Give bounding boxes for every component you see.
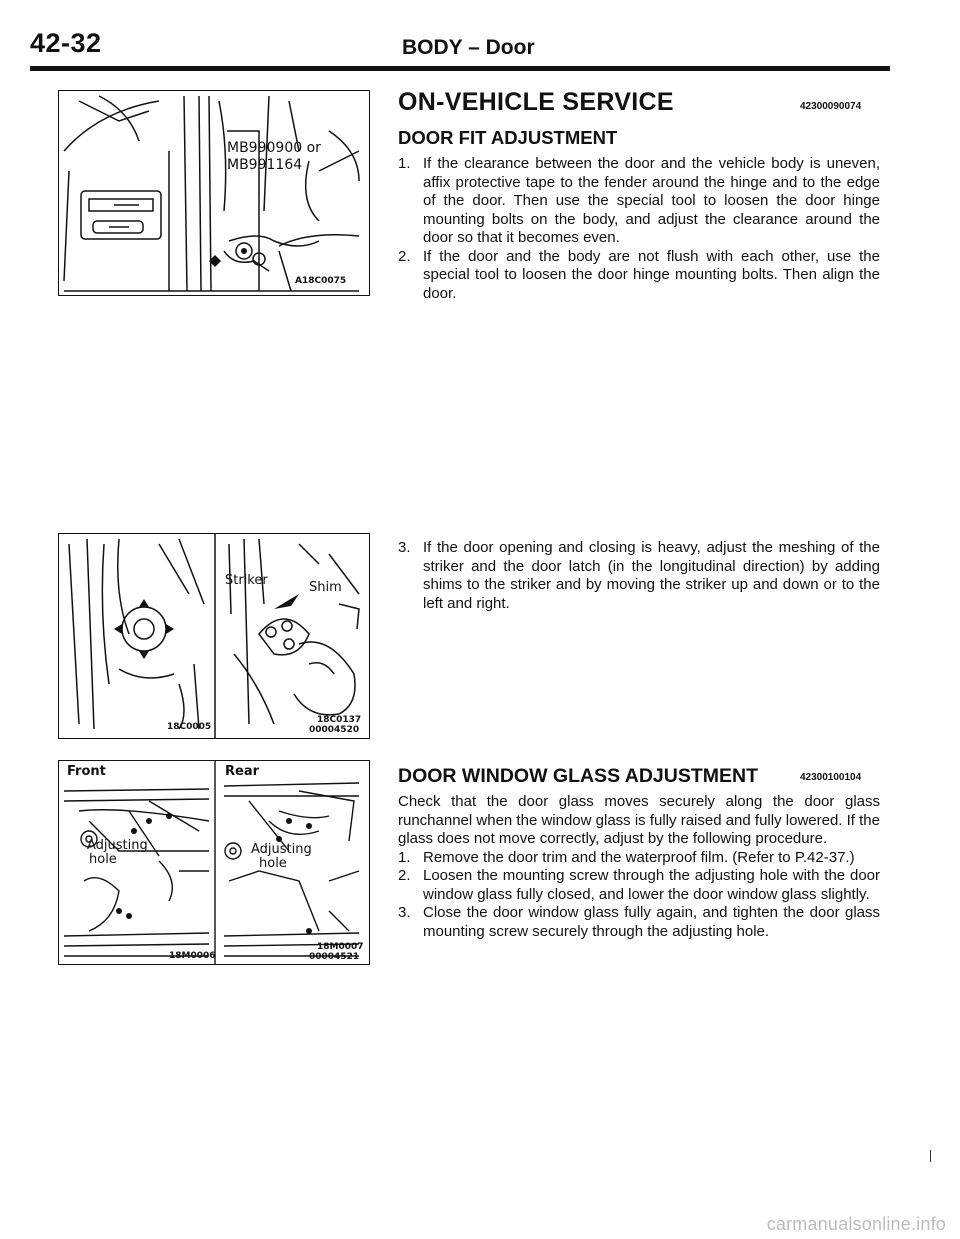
striker-label: Striker <box>225 573 268 588</box>
step-item: 3. If the door opening and closing is heavy, adjust the meshing of the striker and the door latch (in the longitudinal direction) by adding shims to the striker and by moving the striker up and down or to the left and right. <box>398 539 880 612</box>
margin-mark <box>930 1150 931 1162</box>
header-rule <box>30 66 890 71</box>
section-title-on-vehicle-service: ON-VEHICLE SERVICE <box>398 88 674 116</box>
door-hinge-illustration <box>59 91 370 296</box>
step-item: 1. Remove the door trim and the waterproof film. (Refer to P.42-37.) <box>398 848 855 866</box>
step-item: 2. Loosen the mounting screw through the adjusting hole with the door window glass fully closed, and lower the door window glass slightly. <box>398 867 880 903</box>
front-hole-label: hole <box>89 852 117 867</box>
front-adjusting-label: Adjusting <box>87 838 148 853</box>
rear-adjusting-label: Adjusting <box>251 842 312 857</box>
door-fit-steps <box>398 155 880 303</box>
page-header <box>30 28 890 70</box>
figure-code-left: 18C0005 <box>167 722 212 732</box>
figure-code-left: 18M0006 <box>169 951 216 961</box>
rear-hole-label: hole <box>259 856 287 871</box>
watermark: carmanualsonline.info <box>766 1214 946 1234</box>
section-title-window-glass: DOOR WINDOW GLASS ADJUSTMENT <box>398 765 759 787</box>
figure-striker-shim <box>58 533 370 739</box>
section-code: 42300090074 <box>800 101 862 112</box>
section-code: 42300100104 <box>800 772 862 783</box>
rear-label: Rear <box>225 764 260 779</box>
front-label: Front <box>67 764 106 779</box>
figure-window-glass-adjusting-holes <box>58 760 370 965</box>
page-number: 42-32 <box>30 28 102 58</box>
subsection-title-door-fit: DOOR FIT ADJUSTMENT <box>398 127 618 148</box>
striker-step <box>398 539 880 613</box>
header-title: BODY – Door <box>402 36 535 59</box>
figure-code-right-2: 00004521 <box>309 952 360 962</box>
tool-label-alternate: MB991164 <box>227 157 303 173</box>
step-item: 2. If the door and the body are not flush with each other, use the special tool to loosen the door hinge mounting bolts. Then align the door. <box>398 247 880 302</box>
step-item: 1. If the clearance between the door and the vehicle body is uneven, affix protective tape to the fender around the hinge and to the edge of the door. Then use the special tool to loosen the door hinge mounting bolts on the body, and adjust the clearance around the door so that it becomes even. <box>398 155 880 246</box>
tool-label-primary: MB990900 or <box>227 140 321 156</box>
shim-label: Shim <box>309 580 342 595</box>
figure-code-right-1: 18M0007 <box>317 942 364 952</box>
step-item: 3. Close the door window glass fully again, and tighten the door glass mounting screw securely through the adjusting hole. <box>398 904 880 940</box>
intro-paragraph: Check that the door glass moves securely along the door glass runchannel when the window glass is fully raised and fully lowered. If the glass does not move correctly, adjust by the following procedure. <box>398 793 880 847</box>
figure-door-hinge-tool <box>58 90 370 296</box>
figure-code-right-1: 18C0137 <box>317 715 362 725</box>
figure-code: A18C0075 <box>295 276 347 286</box>
striker-illustration <box>59 534 370 739</box>
window-glass-procedure <box>398 793 880 941</box>
figure-code-right-2: 00004520 <box>309 725 360 735</box>
